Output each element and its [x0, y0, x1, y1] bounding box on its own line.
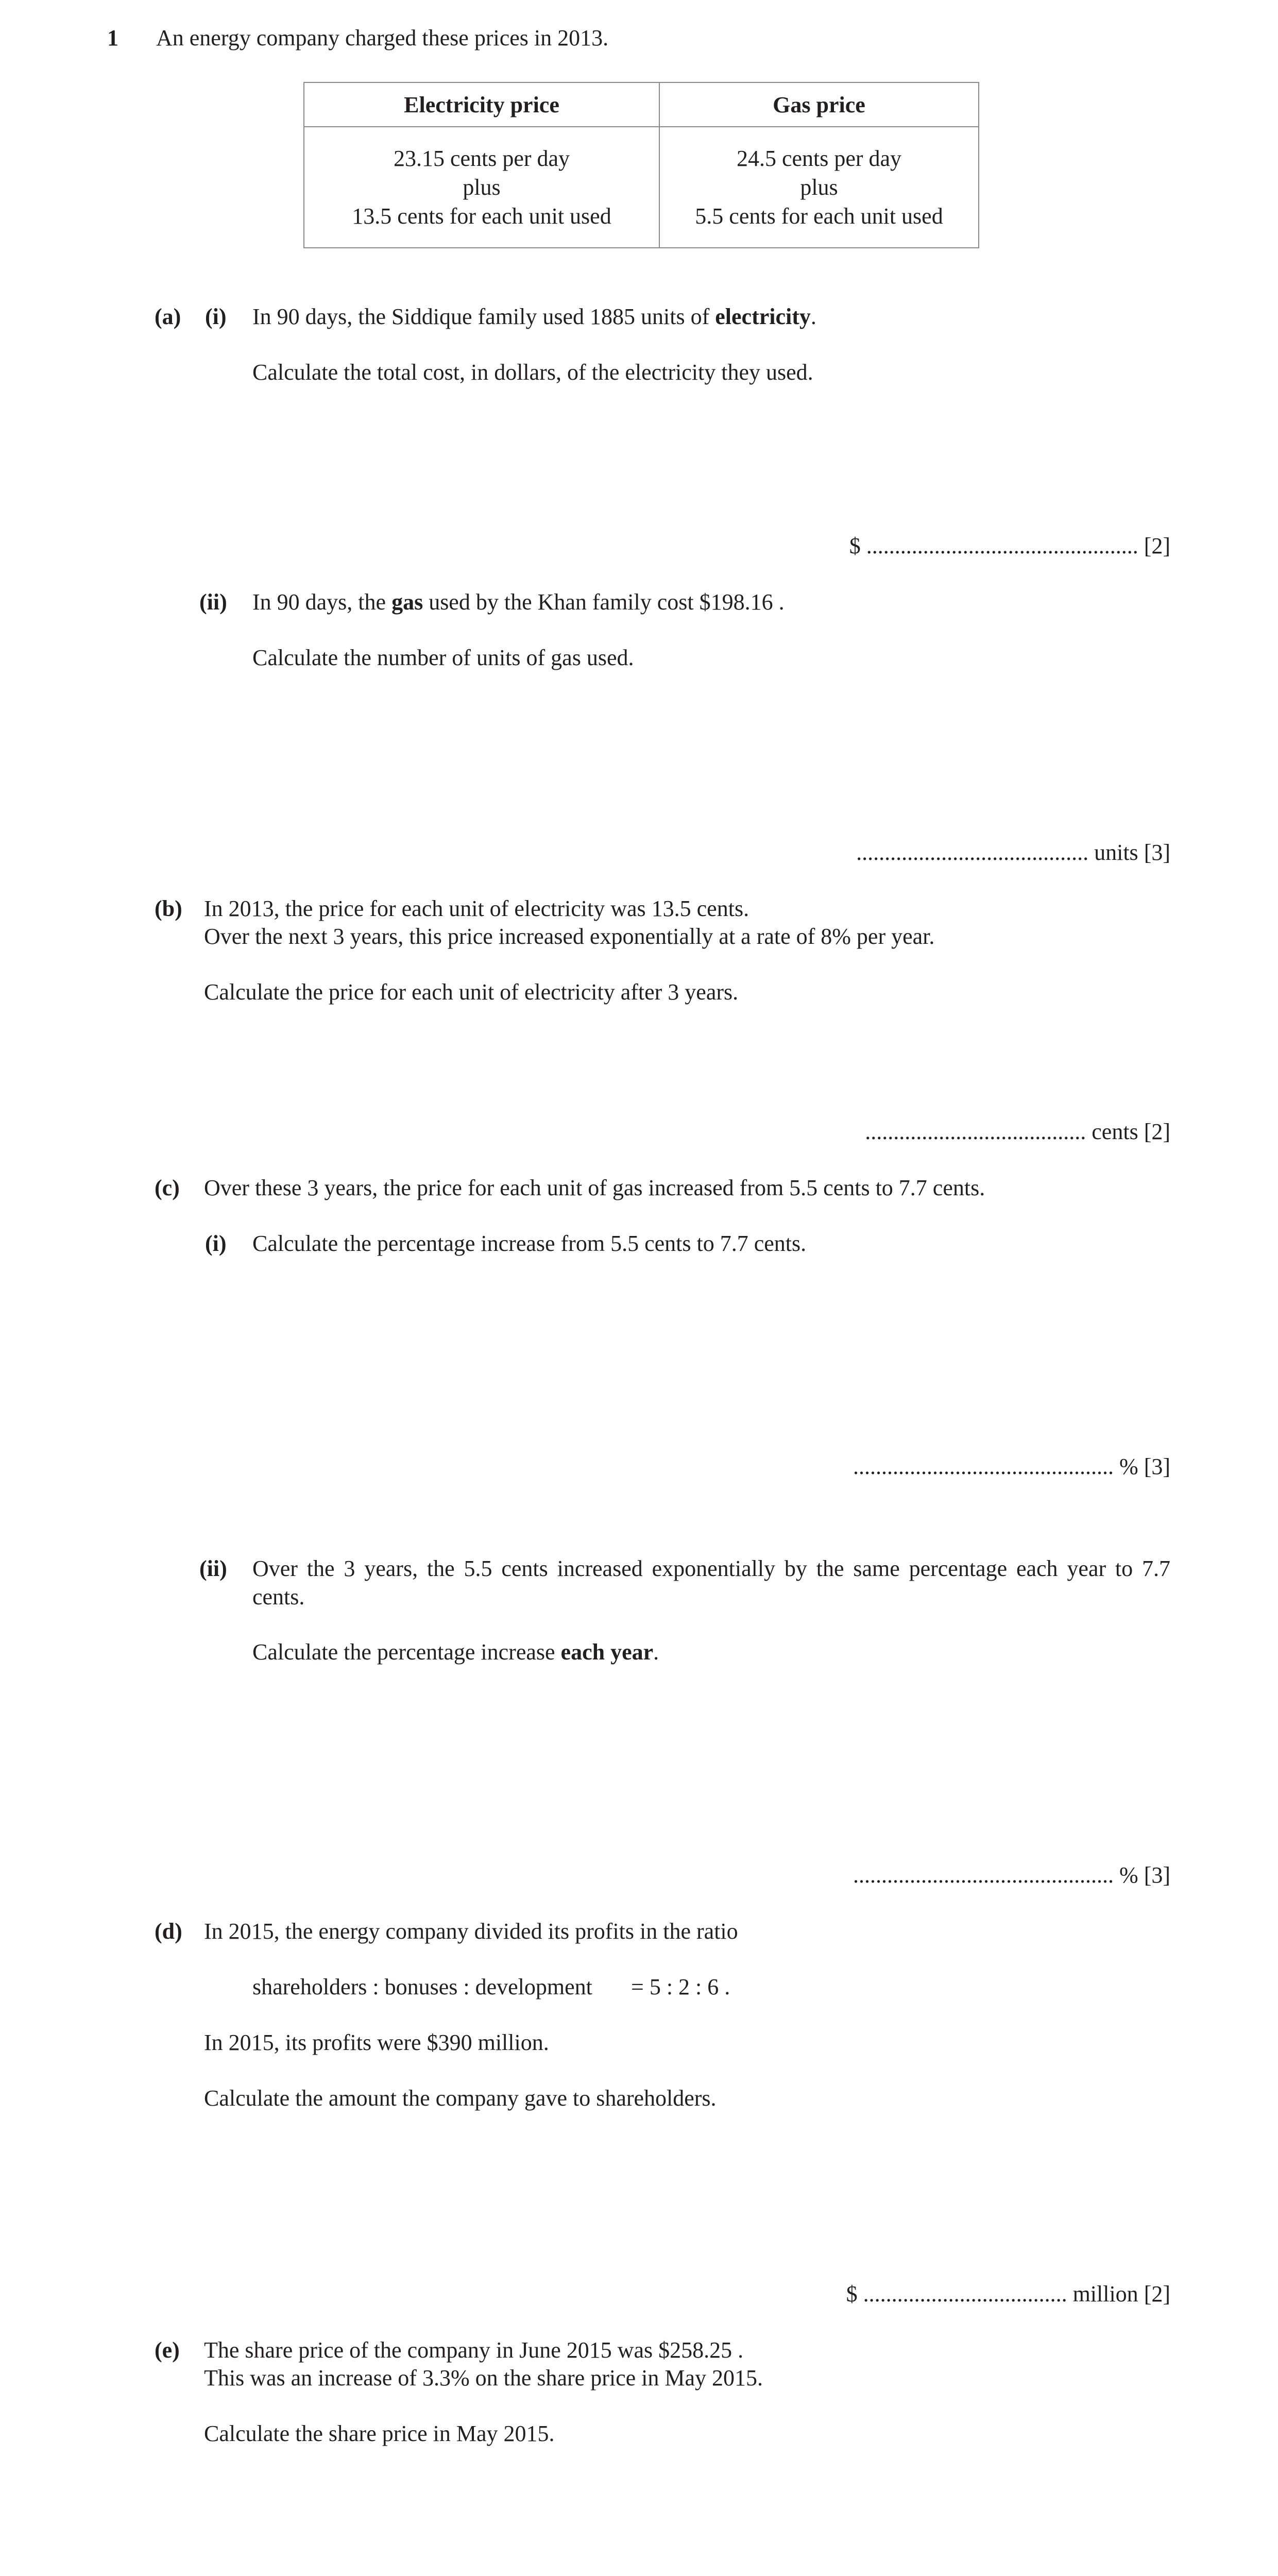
part-d-line1: In 2015, the energy company divided its profits in the ratio [204, 1919, 738, 1944]
answer-dots: .................................... [863, 2281, 1067, 2307]
answer-dots: ................................................ [866, 533, 1138, 558]
part-c-i-answer-line[interactable]: .............................................. % [3] [853, 1454, 1170, 1479]
part-c-ii-answer-line[interactable]: .............................................. % [3] [853, 1862, 1170, 1888]
part-c-ii-text: Over the 3 years, the 5.5 cents increased exponentially by the same percentage each year to 7.7 cents. [252, 1556, 1170, 1609]
answer-dots: ......................................... [856, 840, 1089, 865]
part-e-instruction: Calculate the share price in May 2015. [204, 2421, 555, 2446]
part-b-line1: In 2013, the price for each unit of electricity was 13.5 cents. [204, 896, 749, 921]
part-b-instruction: Calculate the price for each unit of electricity after 3 years. [204, 979, 739, 1005]
question-number: 1 [107, 25, 118, 50]
answer-dots: .............................................. [853, 1862, 1114, 1888]
part-c-intro: Over these 3 years, the price for each unit of gas increased from 5.5 cents to 7.7 cents. [204, 1175, 985, 1200]
answer-dots: ....................................... [865, 1119, 1086, 1144]
part-b-label: (b) [155, 896, 182, 921]
part-e-label: (e) [155, 2337, 180, 2363]
part-a-i-answer-line[interactable]: $ ................................................ [2] [849, 533, 1170, 558]
marks: [3] [1144, 840, 1170, 865]
part-c-label: (c) [155, 1175, 180, 1200]
table-header-electricity: Electricity price [304, 82, 659, 127]
table-header-gas: Gas price [659, 82, 979, 127]
part-d-answer-line[interactable]: $ .................................... million [2] [846, 2281, 1170, 2307]
part-a-ii-instruction: Calculate the number of units of gas used. [252, 645, 634, 670]
part-c-ii-label: (ii) [199, 1556, 227, 1581]
electricity-daily-charge: 23.15 cents per day [393, 145, 570, 171]
part-a-ii-text: In 90 days, the gas used by the Khan family cost $198.16 . [252, 589, 785, 615]
part-e-line2: This was an increase of 3.3% on the share price in May 2015. [204, 2365, 763, 2391]
electricity-plus: plus [463, 174, 501, 200]
part-a-i-label: (i) [205, 304, 227, 329]
part-c-i-instruction: Calculate the percentage increase from 5.5 cents to 7.7 cents. [252, 1231, 807, 1256]
gas-daily-charge: 24.5 cents per day [736, 145, 902, 171]
part-a-i-instruction: Calculate the total cost, in dollars, of the electricity they used. [252, 360, 813, 385]
part-e-line1: The share price of the company in June 2015 was $258.25 . [204, 2337, 744, 2363]
prices-table [303, 82, 979, 248]
marks: [3] [1144, 1454, 1170, 1479]
part-d-label: (d) [155, 1919, 182, 1944]
gas-price-cell [659, 127, 979, 248]
gas-unit-charge: 5.5 cents for each unit used [695, 203, 943, 229]
marks: [2] [1144, 533, 1170, 558]
marks: [2] [1144, 1119, 1170, 1144]
part-a-ii-label: (ii) [199, 589, 227, 615]
gas-plus: plus [800, 174, 838, 200]
marks: [2] [1144, 2281, 1170, 2307]
answer-dots: .............................................. [853, 1454, 1114, 1479]
part-b-line2: Over the next 3 years, this price increased exponentially at a rate of 8% per year. [204, 924, 935, 949]
part-d-ratio-value: = 5 : 2 : 6 . [631, 1974, 730, 1999]
part-d-line3: In 2015, its profits were $390 million. [204, 2030, 549, 2055]
electricity-unit-charge: 13.5 cents for each unit used [352, 203, 611, 229]
part-a-i-text: In 90 days, the Siddique family used 1885 units of electricity. [252, 304, 816, 329]
part-c-i-label: (i) [205, 1231, 227, 1256]
part-d-ratio-text: shareholders : bonuses : development [252, 1974, 592, 1999]
part-a-ii-answer-line[interactable]: ......................................... units [3] [856, 840, 1170, 865]
part-b-answer-line[interactable]: ....................................... cents [2] [865, 1119, 1170, 1144]
part-a-label: (a) [155, 304, 181, 329]
electricity-price-cell [304, 127, 659, 248]
question-intro: An energy company charged these prices in 2013. [156, 25, 609, 50]
part-d-instruction: Calculate the amount the company gave to shareholders. [204, 2086, 717, 2111]
marks: [3] [1144, 1862, 1170, 1888]
part-c-ii-instruction: Calculate the percentage increase each year. [252, 1639, 659, 1665]
